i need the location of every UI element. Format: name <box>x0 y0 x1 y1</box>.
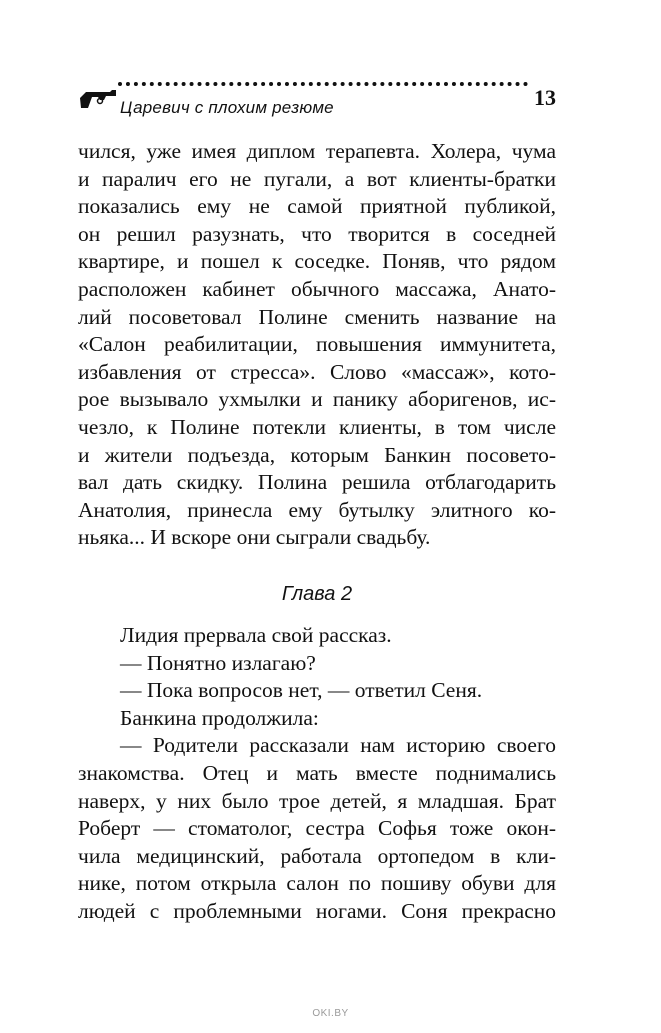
text-line: «Салон реабилитации, повышения иммунитета, <box>78 332 556 357</box>
text-line: Лидия прервала свой рассказ. <box>120 623 392 647</box>
chapter-body <box>78 622 556 926</box>
header-dotted-rule <box>118 82 528 86</box>
running-header <box>78 76 578 126</box>
revolver-icon <box>78 86 118 110</box>
text-line: Банкина продолжила: <box>120 705 319 730</box>
chapter-heading: Глава 2 <box>281 583 353 605</box>
text-line: рое вызывало ухмылки и панику аборигенов, ис- <box>78 387 556 412</box>
text-line: избавления от стресса». Слово «массаж», кото- <box>78 359 556 384</box>
text-line: чила медицинский, работала ортопедом в кли- <box>78 843 556 868</box>
page-number: 13 <box>534 85 556 110</box>
text-line: чезло, к Полине потекли клиенты, в том числе <box>78 414 556 439</box>
text-line: знакомства. Отец и мать вместе поднимались <box>78 760 556 785</box>
text-line: — Понятно излагаю? <box>120 650 316 675</box>
text-line: он решил разузнать, что творится в соседней <box>78 221 556 246</box>
text-line: — Родители рассказали нам историю своего <box>120 733 556 758</box>
text-line: — Пока вопросов нет, — ответил Сеня. <box>120 678 483 703</box>
text-line: Анатолия, принесла ему бутылку элитного ко- <box>78 497 556 522</box>
text-line: квартире, и пошел к соседке. Поняв, что рядом <box>78 249 556 274</box>
paragraph-continued <box>78 138 556 552</box>
text-line: людей с проблемными ногами. Соня прекрасно <box>78 898 556 923</box>
text-line: и паралич его не пугали, а вот клиенты-братки <box>78 166 556 191</box>
text-line: наверх, у них было трое детей, я младшая. Брат <box>78 788 556 813</box>
text-line: ньяка... И вскоре они сыграли свадьбу. <box>78 525 431 550</box>
text-line: расположен кабинет обычного массажа, Анато- <box>78 276 556 301</box>
text-line: вал дать скидку. Полина решила отблагодарить <box>78 470 556 495</box>
text-line: Роберт — стоматолог, сестра Софья тоже окон- <box>78 816 556 841</box>
text-line: нике, потом открыла салон по пошиву обуви для <box>78 871 556 896</box>
text-line: показались ему не самой приятной публикой, <box>78 194 556 219</box>
text-line: лий посоветовал Полине сменить название на <box>78 304 556 329</box>
text-line: и жители подъезда, которым Банкин посовето- <box>78 442 556 467</box>
watermark: OKI.BY <box>312 1008 349 1019</box>
running-title: Царевич с плохим резюме <box>120 98 334 117</box>
text-line: чился, уже имея диплом терапевта. Холера, чума <box>78 139 556 163</box>
